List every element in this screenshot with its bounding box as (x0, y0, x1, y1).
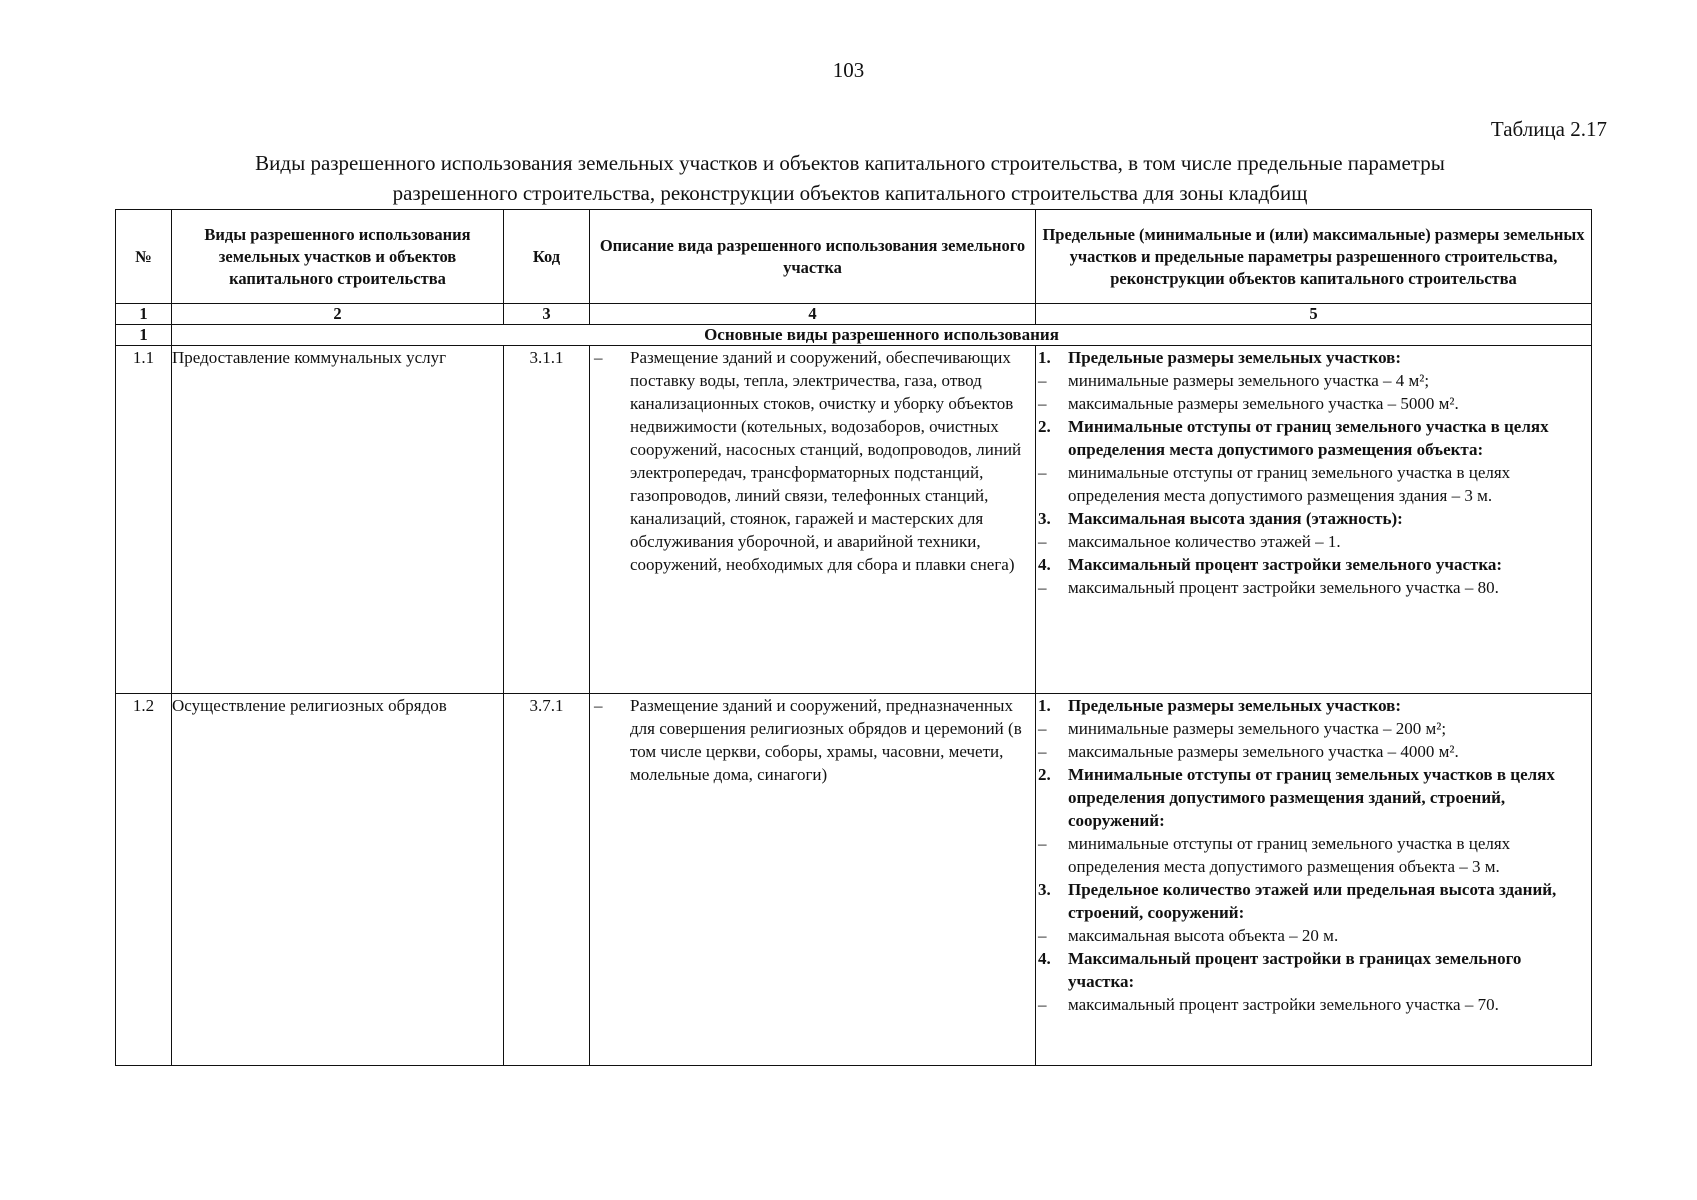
description-item (590, 346, 1035, 576)
parameter-text: максимальная высота объекта – 20 м. (1068, 926, 1339, 945)
table-title-line-1: Виды разрешенного использования земельных участков и объектов капитального строительства, в том числе предельные параметры (255, 151, 1445, 175)
parameter-item (1036, 392, 1591, 415)
table-row (116, 346, 1592, 694)
parameter-item (1036, 832, 1591, 878)
parameter-text: максимальные размеры земельного участка – 5000 м². (1068, 394, 1459, 413)
table-row (116, 694, 1592, 1066)
section-row (116, 325, 1592, 346)
parameter-item (1036, 740, 1591, 763)
parameter-text: Предельные размеры земельных участков: (1068, 696, 1402, 715)
table-label: Таблица 2.17 (1490, 117, 1607, 141)
parameter-text: максимальный процент застройки земельного участка – 70. (1068, 995, 1499, 1014)
parameter-text: максимальный процент застройки земельного участка – 80. (1068, 578, 1499, 597)
dash-marker: – (594, 696, 603, 715)
list-marker: – (1038, 463, 1047, 482)
parameter-text: минимальные размеры земельного участка – 4 м²; (1068, 371, 1430, 390)
table-title-line-2: разрешенного строительства, реконструкции объектов капитального строительства для зоны кладбищ (392, 181, 1308, 205)
list-marker: 4. (1038, 949, 1051, 968)
list-marker: – (1038, 371, 1047, 390)
parameter-heading (1036, 553, 1591, 576)
list-marker: – (1038, 995, 1047, 1014)
list-marker: – (1038, 926, 1047, 945)
parameter-heading (1036, 763, 1591, 832)
description-item (590, 694, 1035, 786)
parameter-text: Предельное количество этажей или предельная высота зданий, строений, сооружений: (1068, 880, 1557, 922)
list-marker: – (1038, 394, 1047, 413)
parameter-heading (1036, 346, 1591, 369)
column-number: 2 (172, 304, 504, 325)
parameter-item (1036, 993, 1591, 1016)
parameter-item (1036, 369, 1591, 392)
column-number: 4 (590, 304, 1036, 325)
parameter-text: максимальное количество этажей – 1. (1068, 532, 1341, 551)
use-code: 3.7.1 (504, 694, 590, 1066)
list-marker: – (1038, 742, 1047, 761)
table-title (100, 148, 1600, 208)
use-code: 3.1.1 (504, 346, 590, 694)
header-description: Описание вида разрешенного использования земельного участка (590, 210, 1036, 304)
list-marker: 4. (1038, 555, 1051, 574)
description-text: Размещение зданий и сооружений, обеспечивающих поставку воды, тепла, электричества, газа, отвод канализационных стоков, очистку и уборку объектов недвижимости (котельных, водозаборов, очистных сооружений, насосных станций, водопроводов, линий электропередач, трансформаторных подстанций, газопроводов, линий связи, телефонных станций, канализаций, стоянок, гаражей и мастерских для обслуживания уборочной, и аварийной техники, сооружений, необходимых для сбора и плавки снега) (630, 348, 1022, 574)
use-description (590, 694, 1036, 1066)
parameter-item (1036, 576, 1591, 599)
list-marker: 2. (1038, 417, 1051, 436)
list-marker: – (1038, 532, 1047, 551)
header-types: Виды разрешенного использования земельных участков и объектов капитального строительства (172, 210, 504, 304)
list-marker: 1. (1038, 348, 1051, 367)
parameters-list (1036, 346, 1591, 599)
list-marker: – (1038, 719, 1047, 738)
section-number: 1 (116, 325, 172, 346)
list-marker: – (1038, 834, 1047, 853)
column-number: 5 (1036, 304, 1592, 325)
parameter-text: минимальные размеры земельного участка – 200 м²; (1068, 719, 1447, 738)
row-number: 1.2 (116, 694, 172, 1066)
use-type-name: Осуществление религиозных обрядов (172, 694, 504, 1066)
header-no: № (116, 210, 172, 304)
column-number-row (116, 304, 1592, 325)
list-marker: 3. (1038, 880, 1051, 899)
list-marker: 2. (1038, 765, 1051, 784)
permitted-use-table (115, 209, 1592, 1066)
parameter-text: минимальные отступы от границ земельного участка в целях определения места допустимого размещения объекта – 3 м. (1068, 834, 1511, 876)
page-number: 103 (832, 58, 865, 82)
row-number: 1.1 (116, 346, 172, 694)
parameter-text: Минимальные отступы от границ земельного участка в целях определения места допустимого размещения объекта: (1068, 417, 1549, 459)
dash-marker: – (594, 348, 603, 367)
description-text: Размещение зданий и сооружений, предназначенных для совершения религиозных обрядов и церемоний (в том числе церкви, соборы, храмы, часовни, мечети, молельные дома, синагоги) (630, 696, 1022, 784)
header-row (116, 210, 1592, 304)
header-params: Предельные (минимальные и (или) максимальные) размеры земельных участков и предельные параметры разрешенного строительства, реконструкции объектов капитального строительства (1036, 210, 1592, 304)
parameters-list (1036, 694, 1591, 1016)
list-marker: 3. (1038, 509, 1051, 528)
use-description (590, 346, 1036, 694)
parameter-text: Максимальный процент застройки в границах земельного участка: (1068, 949, 1522, 991)
parameter-text: Максимальный процент застройки земельного участка: (1068, 555, 1503, 574)
parameter-heading (1036, 415, 1591, 461)
parameter-text: Максимальная высота здания (этажность): (1068, 509, 1403, 528)
parameter-heading (1036, 947, 1591, 993)
parameter-heading (1036, 507, 1591, 530)
parameter-text: минимальные отступы от границ земельного участка в целях определения места допустимого размещения здания – 3 м. (1068, 463, 1511, 505)
parameter-item (1036, 924, 1591, 947)
parameter-item (1036, 530, 1591, 553)
column-number: 3 (504, 304, 590, 325)
parameter-item (1036, 461, 1591, 507)
use-parameters (1036, 346, 1592, 694)
use-type-name: Предоставление коммунальных услуг (172, 346, 504, 694)
list-marker: – (1038, 578, 1047, 597)
parameter-heading (1036, 694, 1591, 717)
use-parameters (1036, 694, 1592, 1066)
parameter-text: максимальные размеры земельного участка – 4000 м². (1068, 742, 1459, 761)
header-code: Код (504, 210, 590, 304)
parameter-heading (1036, 878, 1591, 924)
parameter-text: Минимальные отступы от границ земельных участков в целях определения допустимого размещения зданий, строений, сооружений: (1068, 765, 1555, 830)
parameter-text: Предельные размеры земельных участков: (1068, 348, 1402, 367)
section-title: Основные виды разрешенного использования (172, 325, 1592, 346)
parameter-item (1036, 717, 1591, 740)
column-number: 1 (116, 304, 172, 325)
list-marker: 1. (1038, 696, 1051, 715)
